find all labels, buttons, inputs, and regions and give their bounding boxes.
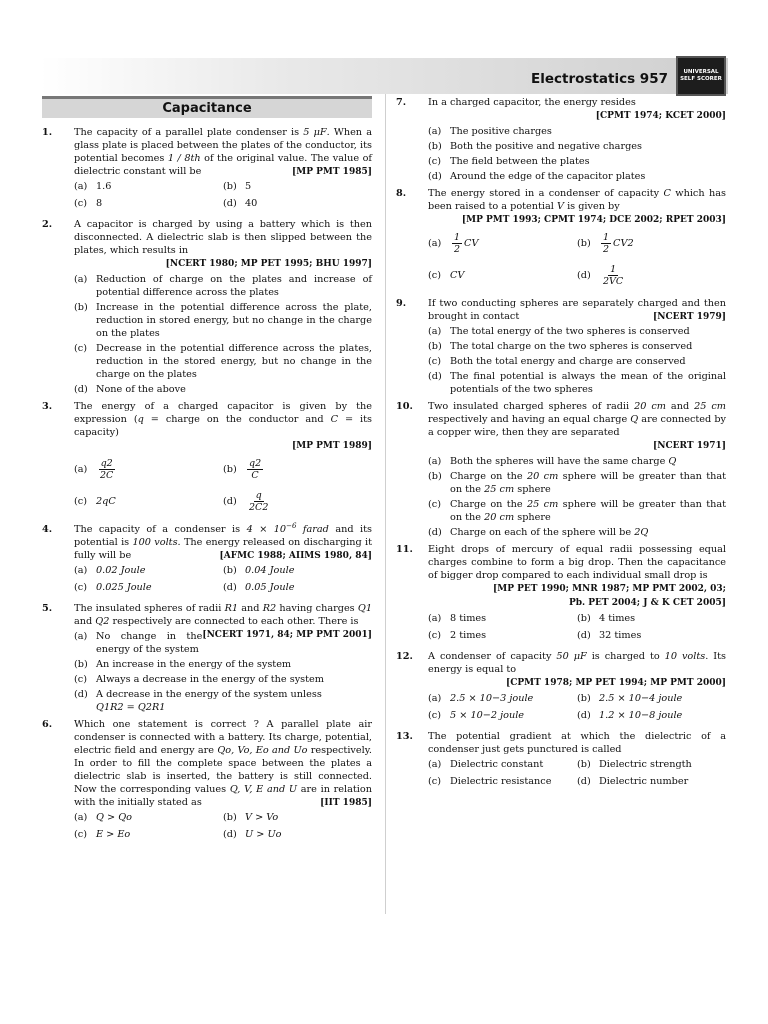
source-reference: [MP PMT 1993; CPMT 1974; DCE 2002; RPET 2003] — [461, 215, 726, 225]
option-d[interactable] — [74, 688, 372, 714]
option-letter: (a) — [428, 759, 442, 770]
numerator: q2 — [100, 457, 113, 469]
option-letter: (d) — [577, 776, 591, 787]
option-d[interactable] — [577, 261, 726, 289]
option-text: 2 times — [450, 630, 487, 641]
option-d[interactable] — [577, 629, 726, 642]
question-text: are connected by a copper wire, then they are separated — [428, 414, 726, 438]
question-2 — [42, 218, 372, 271]
option-d[interactable] — [223, 828, 372, 841]
question-3 — [42, 400, 372, 453]
question-text: having charges — [276, 603, 358, 614]
option-text: V > Vo — [245, 812, 279, 823]
option-text: 1.2 × 10−8 joule — [599, 710, 683, 721]
option-text: 40 — [245, 198, 258, 209]
option-c[interactable] — [428, 261, 577, 289]
option-c[interactable] — [428, 355, 726, 368]
option-letter: (b) — [577, 613, 591, 624]
option-letter: (c) — [428, 630, 441, 641]
question-text: is charged to — [586, 651, 665, 662]
question-number: 12. — [396, 651, 413, 662]
question-text: . Its energy is equal to — [428, 651, 726, 675]
math-unit: farad — [296, 524, 329, 535]
option-text: sphere — [514, 484, 551, 495]
option-d[interactable] — [428, 370, 726, 396]
option-letter: (c) — [74, 495, 87, 507]
math-fraction — [452, 232, 462, 255]
math-symbols: Qo, Vo, Eo and Uo — [217, 745, 308, 756]
option-text: Always a decrease in the energy of the system — [96, 674, 324, 685]
question-text: respectively and having an equal charge — [428, 414, 631, 425]
logo-text-line2: SELF SCORER — [680, 76, 722, 82]
option-letter: (c) — [74, 198, 87, 209]
question-text: . The energy released on discharging it fully will be — [74, 537, 372, 561]
option-letter: (a) — [74, 812, 88, 823]
question-text: Eight drops of mercury of equal radii possessing equal charges combine to form a big drop. Then the capacitance of bigger drop compared to each individual small drop is — [428, 544, 726, 581]
math-symbol: Q — [668, 456, 677, 467]
option-text: 2qC — [96, 495, 116, 507]
question-8 — [396, 187, 726, 227]
option-c[interactable] — [428, 629, 577, 642]
option-d[interactable] — [428, 526, 726, 539]
option-text: Dielectric number — [599, 776, 689, 787]
options-q10 — [396, 455, 726, 539]
option-a[interactable] — [428, 758, 577, 771]
question-number: 8. — [396, 188, 407, 199]
option-d[interactable] — [223, 487, 372, 515]
question-text: The capacity of a condenser is — [74, 524, 247, 535]
option-a[interactable] — [74, 630, 372, 656]
denominator: 2 — [454, 243, 461, 255]
option-letter: (d) — [428, 171, 442, 182]
question-text: = charge on the conductor and — [143, 414, 331, 425]
question-13 — [396, 730, 726, 756]
option-letter: (b) — [223, 463, 237, 475]
question-text: In a charged capacitor, the energy resides — [428, 97, 636, 108]
question-text: Two insulated charged spheres of radii — [428, 401, 635, 412]
option-letter: (a) — [74, 565, 88, 576]
option-a[interactable] — [428, 455, 726, 468]
math-symbol: C — [330, 414, 338, 425]
question-number: 9. — [396, 298, 407, 309]
options-q7 — [396, 125, 726, 183]
math-fraction — [247, 458, 263, 481]
source-reference: Pb. PET 2004; J & K CET 2005] — [568, 598, 726, 608]
option-text: Dielectric constant — [450, 759, 544, 770]
option-b[interactable] — [223, 180, 372, 193]
question-number: 4. — [42, 524, 53, 535]
denominator: 2C — [100, 469, 114, 481]
option-b[interactable] — [223, 564, 372, 577]
option-text: sphere will be greater than that on the — [450, 471, 726, 495]
source-reference: [MP PET 1990; MNR 1987; MP PMT 2002, 03; — [493, 584, 726, 594]
option-letter: (b) — [74, 659, 88, 670]
option-letter: (a) — [428, 456, 442, 467]
question-text: and its potential is — [74, 524, 372, 548]
option-c[interactable] — [428, 775, 577, 788]
option-text: 2.5 × 10−4 joule — [599, 693, 683, 704]
option-text: 1.6 — [96, 181, 112, 192]
right-column — [396, 96, 726, 796]
option-text: E > Eo — [96, 829, 131, 840]
option-letter: (d) — [223, 495, 237, 507]
math-symbols: Q, V, E and U — [229, 784, 298, 795]
option-b[interactable] — [428, 470, 726, 496]
option-text: 8 — [96, 198, 103, 209]
option-letter: (a) — [428, 237, 442, 249]
question-text: The insulated spheres of radii — [74, 603, 225, 614]
chapter-page-title: Electrostatics 957 — [531, 71, 668, 87]
option-b[interactable] — [74, 301, 372, 340]
denominator: 2 — [603, 243, 610, 255]
option-a[interactable] — [428, 692, 577, 705]
option-text: Dielectric strength — [599, 759, 692, 770]
source-reference: [NCERT 1971, 84; MP PMT 2001] — [202, 630, 372, 640]
option-d[interactable] — [577, 775, 726, 788]
denominator: C — [251, 469, 259, 481]
option-d[interactable] — [223, 581, 372, 594]
option-c[interactable] — [74, 581, 223, 594]
option-text: The positive charges — [450, 126, 552, 137]
question-9 — [396, 297, 726, 323]
option-letter: (c) — [428, 356, 441, 367]
question-number: 5. — [42, 603, 53, 614]
option-b[interactable] — [223, 811, 372, 824]
option-text: The final potential is always the mean of the original potentials of the two spheres — [450, 371, 726, 395]
option-letter: (d) — [577, 269, 591, 281]
option-letter: (d) — [74, 384, 88, 395]
option-a[interactable] — [74, 455, 223, 483]
numerator: 1 — [610, 263, 617, 275]
options-q8 — [396, 229, 726, 293]
question-11 — [396, 543, 726, 610]
option-letter: (a) — [428, 326, 442, 337]
option-text: Both the total energy and charge are conserved — [450, 356, 686, 367]
option-text: Both the spheres will have the same charge — [450, 456, 669, 467]
math-fraction — [98, 458, 115, 481]
option-text: CV — [450, 269, 465, 281]
option-text: Charge on the — [450, 499, 527, 510]
option-letter: (d) — [428, 371, 442, 382]
options-q11 — [396, 612, 726, 646]
math-value: 20 cm — [634, 401, 666, 412]
option-a[interactable] — [428, 229, 577, 257]
option-a[interactable] — [428, 612, 577, 625]
source-reference: [AFMC 1988; AIIMS 1980, 84] — [219, 551, 372, 561]
source-reference: [CPMT 1974; KCET 2000] — [595, 111, 726, 121]
option-letter: (c) — [428, 156, 441, 167]
option-letter: (d) — [577, 630, 591, 641]
option-text: A decrease in the energy of the system unless — [96, 689, 322, 700]
question-4 — [42, 523, 372, 562]
option-letter: (d) — [74, 689, 88, 700]
source-reference: [IIT 1985] — [320, 798, 372, 808]
math-symbol: Q1 — [357, 603, 372, 614]
option-text: Charge on each of the sphere will be — [450, 527, 635, 538]
numerator: q2 — [249, 457, 262, 469]
option-letter: (a) — [74, 631, 88, 642]
option-letter: (d) — [577, 710, 591, 721]
option-letter: (a) — [74, 181, 88, 192]
option-b[interactable] — [577, 612, 726, 625]
question-text: which has been raised to a potential — [428, 188, 726, 212]
math-fraction — [601, 264, 625, 287]
option-letter: (b) — [428, 471, 442, 482]
left-column — [42, 126, 372, 849]
question-number: 13. — [396, 731, 413, 742]
question-text: The energy stored in a condenser of capacity — [428, 188, 664, 199]
question-text: The capacity of a parallel plate condenser is — [74, 127, 304, 138]
option-text: Q > Qo — [96, 812, 132, 823]
option-letter: (b) — [577, 759, 591, 770]
option-d[interactable] — [74, 383, 372, 396]
option-letter: (c) — [428, 710, 441, 721]
math-symbol: R1 — [224, 603, 239, 614]
option-text: CV2 — [613, 237, 634, 249]
section-title: Capacitance — [162, 101, 252, 116]
question-text: If two conducting spheres are separately charged and then brought in contact — [428, 298, 726, 322]
option-text: None of the above — [96, 384, 186, 395]
math-fraction — [601, 232, 611, 255]
option-letter: (c) — [428, 499, 441, 510]
options-q9 — [396, 325, 726, 396]
options-q13 — [396, 758, 726, 792]
denominator: 2VC — [603, 275, 624, 287]
question-text: = its capacity) — [74, 414, 372, 438]
math-condition: Q1R2 = Q2R1 — [96, 702, 166, 713]
option-text: Dielectric resistance — [450, 776, 552, 787]
question-text: and — [238, 603, 263, 614]
option-text: Increase in the potential difference across the plate, reduction in stored energy, but no change in the charge on the plates — [96, 302, 372, 339]
option-a[interactable] — [74, 273, 372, 299]
option-text: U > Uo — [245, 829, 282, 840]
option-b[interactable] — [428, 140, 726, 153]
source-reference: [MP PMT 1989] — [292, 441, 372, 451]
option-text: 0.02 Joule — [96, 565, 146, 576]
option-d[interactable] — [428, 170, 726, 183]
math-capacity: 5 μF — [303, 127, 327, 138]
numerator: 1 — [603, 231, 610, 243]
options-q3 — [42, 455, 372, 519]
question-text: . When a glass plate is placed between the plates of the conductor, its potential becomes — [74, 127, 372, 164]
options-q12 — [396, 692, 726, 726]
question-5 — [42, 602, 372, 640]
question-number: 6. — [42, 719, 53, 730]
option-letter: (a) — [74, 274, 88, 285]
options-q2 — [42, 273, 372, 396]
question-text: Which one statement is correct ? A parallel plate air condenser is connected with a battery. Its charge, potential, electric field and energy are — [74, 719, 372, 756]
options-q4 — [42, 564, 372, 598]
option-d[interactable] — [223, 197, 372, 210]
option-letter: (b) — [577, 237, 591, 249]
option-c[interactable] — [74, 828, 223, 841]
option-text: The total energy of the two spheres is conserved — [450, 326, 690, 337]
option-letter: (d) — [223, 829, 237, 840]
option-text: Around the edge of the capacitor plates — [450, 171, 646, 182]
question-text: of the original value. The value of dielectric constant will be — [74, 153, 372, 177]
option-letter: (a) — [428, 613, 442, 624]
column-divider — [385, 94, 386, 914]
option-text: 32 times — [599, 630, 642, 641]
math-symbol: V — [556, 201, 564, 212]
source-reference: [CPMT 1978; MP PET 1994; MP PMT 2000] — [505, 678, 726, 688]
option-text: 0.025 Joule — [96, 582, 152, 593]
option-text: Charge on the — [450, 471, 527, 482]
option-letter: (b) — [428, 141, 442, 152]
question-number: 3. — [42, 401, 53, 412]
question-text: and — [665, 401, 695, 412]
option-text: 5 × 10−2 joule — [450, 710, 525, 721]
option-text: 4 times — [599, 613, 636, 624]
option-text: Both the positive and negative charges — [450, 141, 642, 152]
question-number: 7. — [396, 97, 407, 108]
question-text: The energy of a charged capacitor is given by the expression ( — [74, 401, 372, 425]
option-a[interactable] — [428, 125, 726, 138]
math-symbol: Q — [630, 414, 639, 425]
math-value: 20 cm — [527, 471, 559, 482]
logo-text-line1: UNIVERSAL — [683, 69, 719, 75]
option-c[interactable] — [428, 498, 726, 524]
math-value: 100 volts — [132, 537, 178, 548]
option-letter: (c) — [74, 674, 87, 685]
option-text: sphere — [514, 512, 551, 523]
question-number: 2. — [42, 219, 53, 230]
option-letter: (d) — [428, 527, 442, 538]
option-letter: (c) — [74, 343, 87, 354]
question-text: are in relation with the initially stated as — [74, 784, 372, 808]
option-c[interactable] — [428, 709, 577, 722]
option-letter: (a) — [428, 693, 442, 704]
question-text: The potential gradient at which the dielectric of a condenser just gets punctured is called — [428, 731, 726, 755]
math-value: 10 volts — [664, 651, 706, 662]
option-c[interactable] — [74, 197, 223, 210]
math-symbol: C — [663, 188, 671, 199]
option-b[interactable] — [74, 658, 372, 671]
math-value: 50 μF — [556, 651, 587, 662]
option-text: The total charge on the two spheres is conserved — [450, 341, 693, 352]
math-fraction: 1 / 8th — [167, 153, 201, 164]
option-b[interactable] — [223, 455, 372, 483]
math-value: 25 cm — [694, 401, 726, 412]
option-a[interactable] — [428, 325, 726, 338]
question-7 — [396, 96, 726, 123]
option-letter: (c) — [428, 776, 441, 787]
section-heading — [42, 96, 372, 118]
numerator: q — [255, 489, 262, 501]
option-text: 5 — [245, 181, 252, 192]
option-letter: (c) — [74, 582, 87, 593]
publisher-logo — [676, 56, 726, 96]
option-letter: (b) — [223, 565, 237, 576]
math-fraction — [247, 490, 270, 513]
denominator: 2C2 — [249, 501, 269, 513]
source-reference: [NCERT 1979] — [653, 312, 726, 322]
option-text: The field between the plates — [450, 156, 590, 167]
option-text: Reduction of charge on the plates and increase of potential difference across the plates — [96, 274, 372, 298]
option-text: 0.04 Joule — [245, 565, 295, 576]
source-reference: [NCERT 1980; MP PET 1995; BHU 1997] — [165, 259, 372, 269]
option-b[interactable] — [577, 758, 726, 771]
option-b[interactable] — [577, 229, 726, 257]
math-value: 25 cm — [484, 484, 515, 495]
option-c[interactable] — [74, 673, 372, 686]
question-number: 11. — [396, 544, 413, 555]
option-d[interactable] — [577, 709, 726, 722]
math-symbol: R2 — [262, 603, 277, 614]
option-letter: (b) — [428, 341, 442, 352]
math-symbol: Q2 — [95, 616, 110, 627]
options-q1 — [42, 180, 372, 214]
question-text: and — [74, 616, 96, 627]
question-text: is given by — [563, 201, 620, 212]
source-reference: [MP PMT 1985] — [292, 167, 372, 177]
question-number: 10. — [396, 401, 413, 412]
option-c[interactable] — [74, 342, 372, 381]
question-text: A condenser of capacity — [428, 651, 557, 662]
option-b[interactable] — [428, 340, 726, 353]
math-exponent: −6 — [286, 521, 297, 530]
option-text: CV — [464, 237, 479, 249]
question-text: respectively are connected to each other. There is — [109, 616, 359, 627]
option-letter: (d) — [223, 582, 237, 593]
option-letter: (a) — [428, 126, 442, 137]
question-1 — [42, 126, 372, 178]
option-text: sphere will be greater than that on the — [450, 499, 726, 523]
option-letter: (c) — [74, 829, 87, 840]
options-q6 — [42, 811, 372, 845]
option-text: 2.5 × 10−3 joule — [450, 693, 534, 704]
math-value: 20 cm — [484, 512, 515, 523]
option-b[interactable] — [577, 692, 726, 705]
options-q5 — [42, 630, 372, 714]
option-letter: (b) — [577, 693, 591, 704]
option-c[interactable] — [74, 487, 223, 515]
question-12 — [396, 650, 726, 690]
option-letter: (d) — [223, 198, 237, 209]
math-value: 4 × 10 — [246, 524, 287, 535]
question-text: A capacitor is charged by using a battery which is then disconnected. A dielectric slab is then slipped between the plates, which results in — [74, 219, 372, 256]
numerator: 1 — [454, 231, 461, 243]
option-text: 0.05 Joule — [245, 582, 295, 593]
option-letter: (a) — [74, 463, 88, 475]
option-letter: (c) — [428, 269, 441, 281]
question-6 — [42, 718, 372, 809]
question-10 — [396, 400, 726, 453]
option-text: No change in the energy of the system — [96, 631, 203, 655]
option-a[interactable] — [74, 811, 223, 824]
option-a[interactable] — [74, 180, 223, 193]
math-symbol: q — [137, 414, 144, 425]
option-a[interactable] — [74, 564, 223, 577]
question-number: 1. — [42, 127, 53, 138]
source-reference: [NCERT 1971] — [653, 441, 726, 451]
option-text: Decrease in the potential difference across the plates, reduction in the stored energy, but no change in the charge on the plates — [96, 343, 372, 380]
option-letter: (b) — [223, 181, 237, 192]
question-text: respectively. In order to fill the complete space between the plates a dielectric slab is inserted, the battery is still connected. Now the corresponding values — [74, 745, 372, 795]
option-letter: (b) — [74, 302, 88, 313]
math-value: 25 cm — [527, 499, 559, 510]
option-letter: (b) — [223, 812, 237, 823]
math-value: 2Q — [634, 527, 649, 538]
option-text: 8 times — [450, 613, 487, 624]
option-c[interactable] — [428, 155, 726, 168]
option-text: An increase in the energy of the system — [96, 659, 292, 670]
